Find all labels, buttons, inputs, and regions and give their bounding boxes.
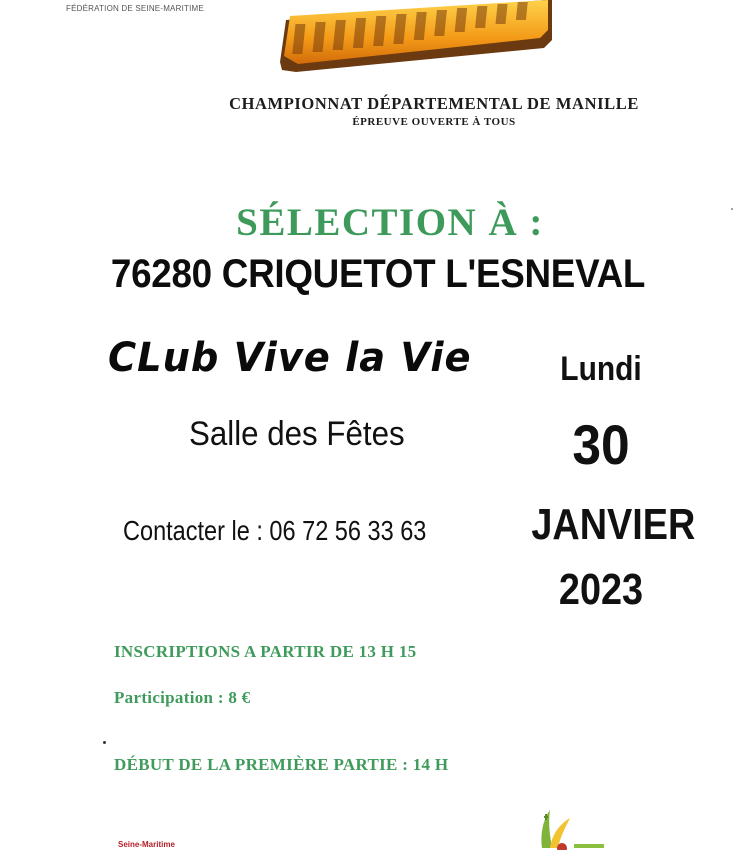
date-number: 30 bbox=[572, 413, 630, 476]
selection-heading: SÉLECTION À : bbox=[236, 201, 544, 244]
concours-logo bbox=[276, 0, 556, 72]
start-time: DÉBUT DE LA PREMIÈRE PARTIE : 14 H bbox=[114, 755, 449, 774]
date-day: Lundi bbox=[560, 350, 642, 388]
contact-phone: Contacter le : 06 72 56 33 63 bbox=[123, 515, 427, 546]
region-label: Seine-Maritime bbox=[118, 840, 175, 849]
department-logo bbox=[520, 808, 610, 850]
date-year: 2023 bbox=[558, 565, 644, 614]
scan-speck-right bbox=[731, 208, 733, 210]
venue-name: Salle des Fêtes bbox=[189, 415, 405, 453]
registration-time: INSCRIPTIONS A PARTIR DE 13 H 15 bbox=[114, 642, 417, 661]
date-month: JANVIER bbox=[531, 500, 696, 549]
club-name: CLub Vive la Vie bbox=[108, 335, 472, 381]
city-heading: 76280 CRIQUETOT L'ESNEVAL bbox=[110, 252, 646, 296]
championship-title: CHAMPIONNAT DÉPARTEMENTAL DE MANILLE bbox=[229, 94, 639, 113]
scan-speck bbox=[103, 741, 106, 744]
federation-label: FÉDÉRATION DE SEINE-MARITIME bbox=[66, 4, 204, 13]
participation-fee: Participation : 8 € bbox=[114, 688, 251, 707]
championship-subtitle: ÉPREUVE OUVERTE À TOUS bbox=[352, 116, 516, 128]
